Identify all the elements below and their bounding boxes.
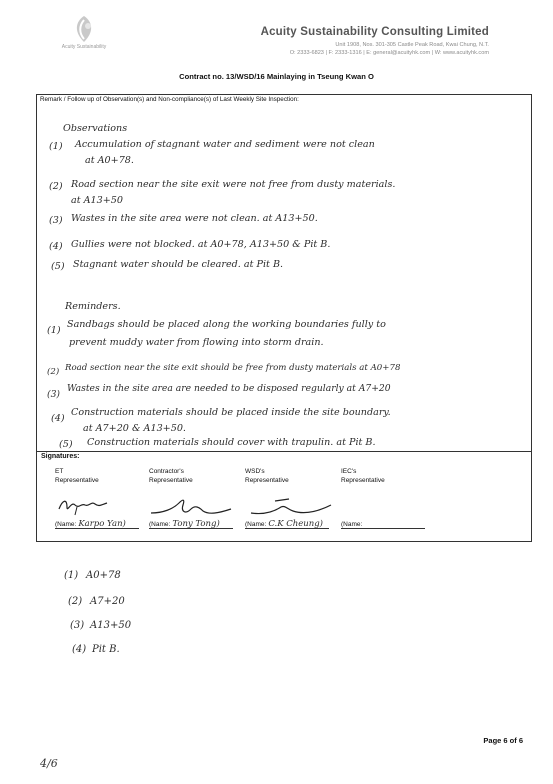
name-underline [149, 528, 233, 529]
signature-scribble-icon [55, 495, 115, 517]
name-underline [245, 528, 329, 529]
observation-1-num: (1) [49, 141, 63, 152]
observation-2-line2: at A13+50 [71, 195, 124, 206]
reminder-5-num: (5) [59, 439, 73, 450]
observation-1-line2: at A0+78. [85, 155, 134, 166]
signatory-role: ET [55, 468, 64, 475]
reminder-1-line2: prevent muddy water from flowing into storm drain. [69, 337, 324, 348]
list-item-2-num: (2) [68, 596, 83, 607]
name-label: (Name: [55, 521, 77, 528]
list-item-3-num: (3) [70, 620, 85, 631]
signatory-role-sub: Representative [341, 477, 385, 484]
list-item-2-text: A7+20 [90, 596, 125, 607]
observation-2-num: (2) [49, 181, 63, 192]
observation-4-num: (4) [49, 241, 63, 252]
signatory-role: Contractor's [149, 468, 184, 475]
name-value: Karpo Yan) [78, 519, 126, 529]
reminder-4-line2: at A7+20 & A13+50. [83, 423, 186, 434]
list-item-4-num: (4) [72, 644, 87, 655]
name-value: Tony Tong) [172, 519, 220, 529]
reminder-5-line1: Construction materials should cover with trapulin. at Pit B. [87, 437, 376, 448]
observation-5-num: (5) [51, 261, 65, 272]
leaf-logo-icon [71, 14, 97, 44]
observation-1-line1: Accumulation of stagnant water and sediment were not clean [75, 139, 375, 150]
reminder-2-num: (2) [47, 367, 60, 377]
company-address: Unit 1908, Nos. 301-305 Castle Peak Road, Kwai Chung, N.T. [335, 42, 489, 48]
signature-scribble-icon [245, 495, 335, 519]
reminder-2-line1: Road section near the site exit should be free from dusty materials at A0+78 [65, 363, 401, 373]
name-label: (Name: [149, 521, 171, 528]
remarks-form [36, 94, 532, 542]
observation-5-line1: Stagnant water should be cleared. at Pit B. [73, 259, 284, 270]
observation-4-line1: Gullies were not blocked. at A0+78, A13+50 & Pit B. [71, 239, 331, 250]
company-contact: O: 2333-6823 | F: 2333-1316 | E: general@acuityhk.com | W: www.acuityhk.com [289, 50, 489, 56]
signature-iec [341, 467, 441, 528]
signature-contractor [149, 467, 249, 529]
signature-scribble-icon [149, 495, 233, 519]
company-logo [60, 14, 108, 64]
reminders-title: Reminders. [65, 301, 121, 312]
reminder-4-num: (4) [51, 413, 65, 424]
observations-title: Observations [63, 123, 128, 134]
reminder-3-num: (3) [47, 389, 61, 400]
list-item-4-text: Pit B. [92, 644, 120, 655]
logo-text: Acuity Sustainability [61, 44, 107, 50]
signatures-divider [37, 451, 531, 452]
signature-wsd [245, 467, 345, 529]
signatory-role: WSD's [245, 468, 265, 475]
corner-mark: 4/6 [40, 757, 58, 770]
observation-2-line1: Road section near the site exit were not free from dusty materials. [71, 179, 396, 190]
form-heading: Remark / Follow up of Observation(s) and Non-compliance(s) of Last Weekly Site Inspection: [40, 96, 299, 103]
signatory-role: IEC's [341, 468, 357, 475]
observation-3-line1: Wastes in the site area were not clean. at A13+50. [71, 213, 318, 224]
signatory-role-sub: Representative [245, 477, 289, 484]
signatory-role-sub: Representative [55, 477, 99, 484]
list-item-1-num: (1) [64, 570, 79, 581]
name-label: (Name: [245, 521, 267, 528]
signatory-role-sub: Representative [149, 477, 193, 484]
company-name: Acuity Sustainability Consulting Limited [260, 26, 489, 38]
reminder-3-line1: Wastes in the site area are needed to be disposed regularly at A7+20 [67, 383, 391, 394]
signature-et [55, 467, 155, 529]
reminder-1-num: (1) [47, 325, 61, 336]
name-underline [55, 528, 139, 529]
name-value: C.K Cheung) [268, 519, 323, 529]
observation-3-num: (3) [49, 215, 63, 226]
signatures-title: Signatures: [41, 453, 80, 460]
company-block [261, 26, 489, 56]
contract-title: Contract no. 13/WSD/16 Mainlaying in Tseung Kwan O [179, 72, 374, 81]
page-number: Page 6 of 6 [483, 736, 523, 745]
list-item-1-text: A0+78 [86, 570, 121, 581]
name-label: (Name: [341, 521, 363, 528]
reminder-4-line1: Construction materials should be placed inside the site boundary. [71, 407, 391, 418]
reminder-1-line1: Sandbags should be placed along the working boundaries fully to [67, 319, 386, 330]
name-underline [341, 528, 425, 529]
list-item-3-text: A13+50 [90, 620, 132, 631]
